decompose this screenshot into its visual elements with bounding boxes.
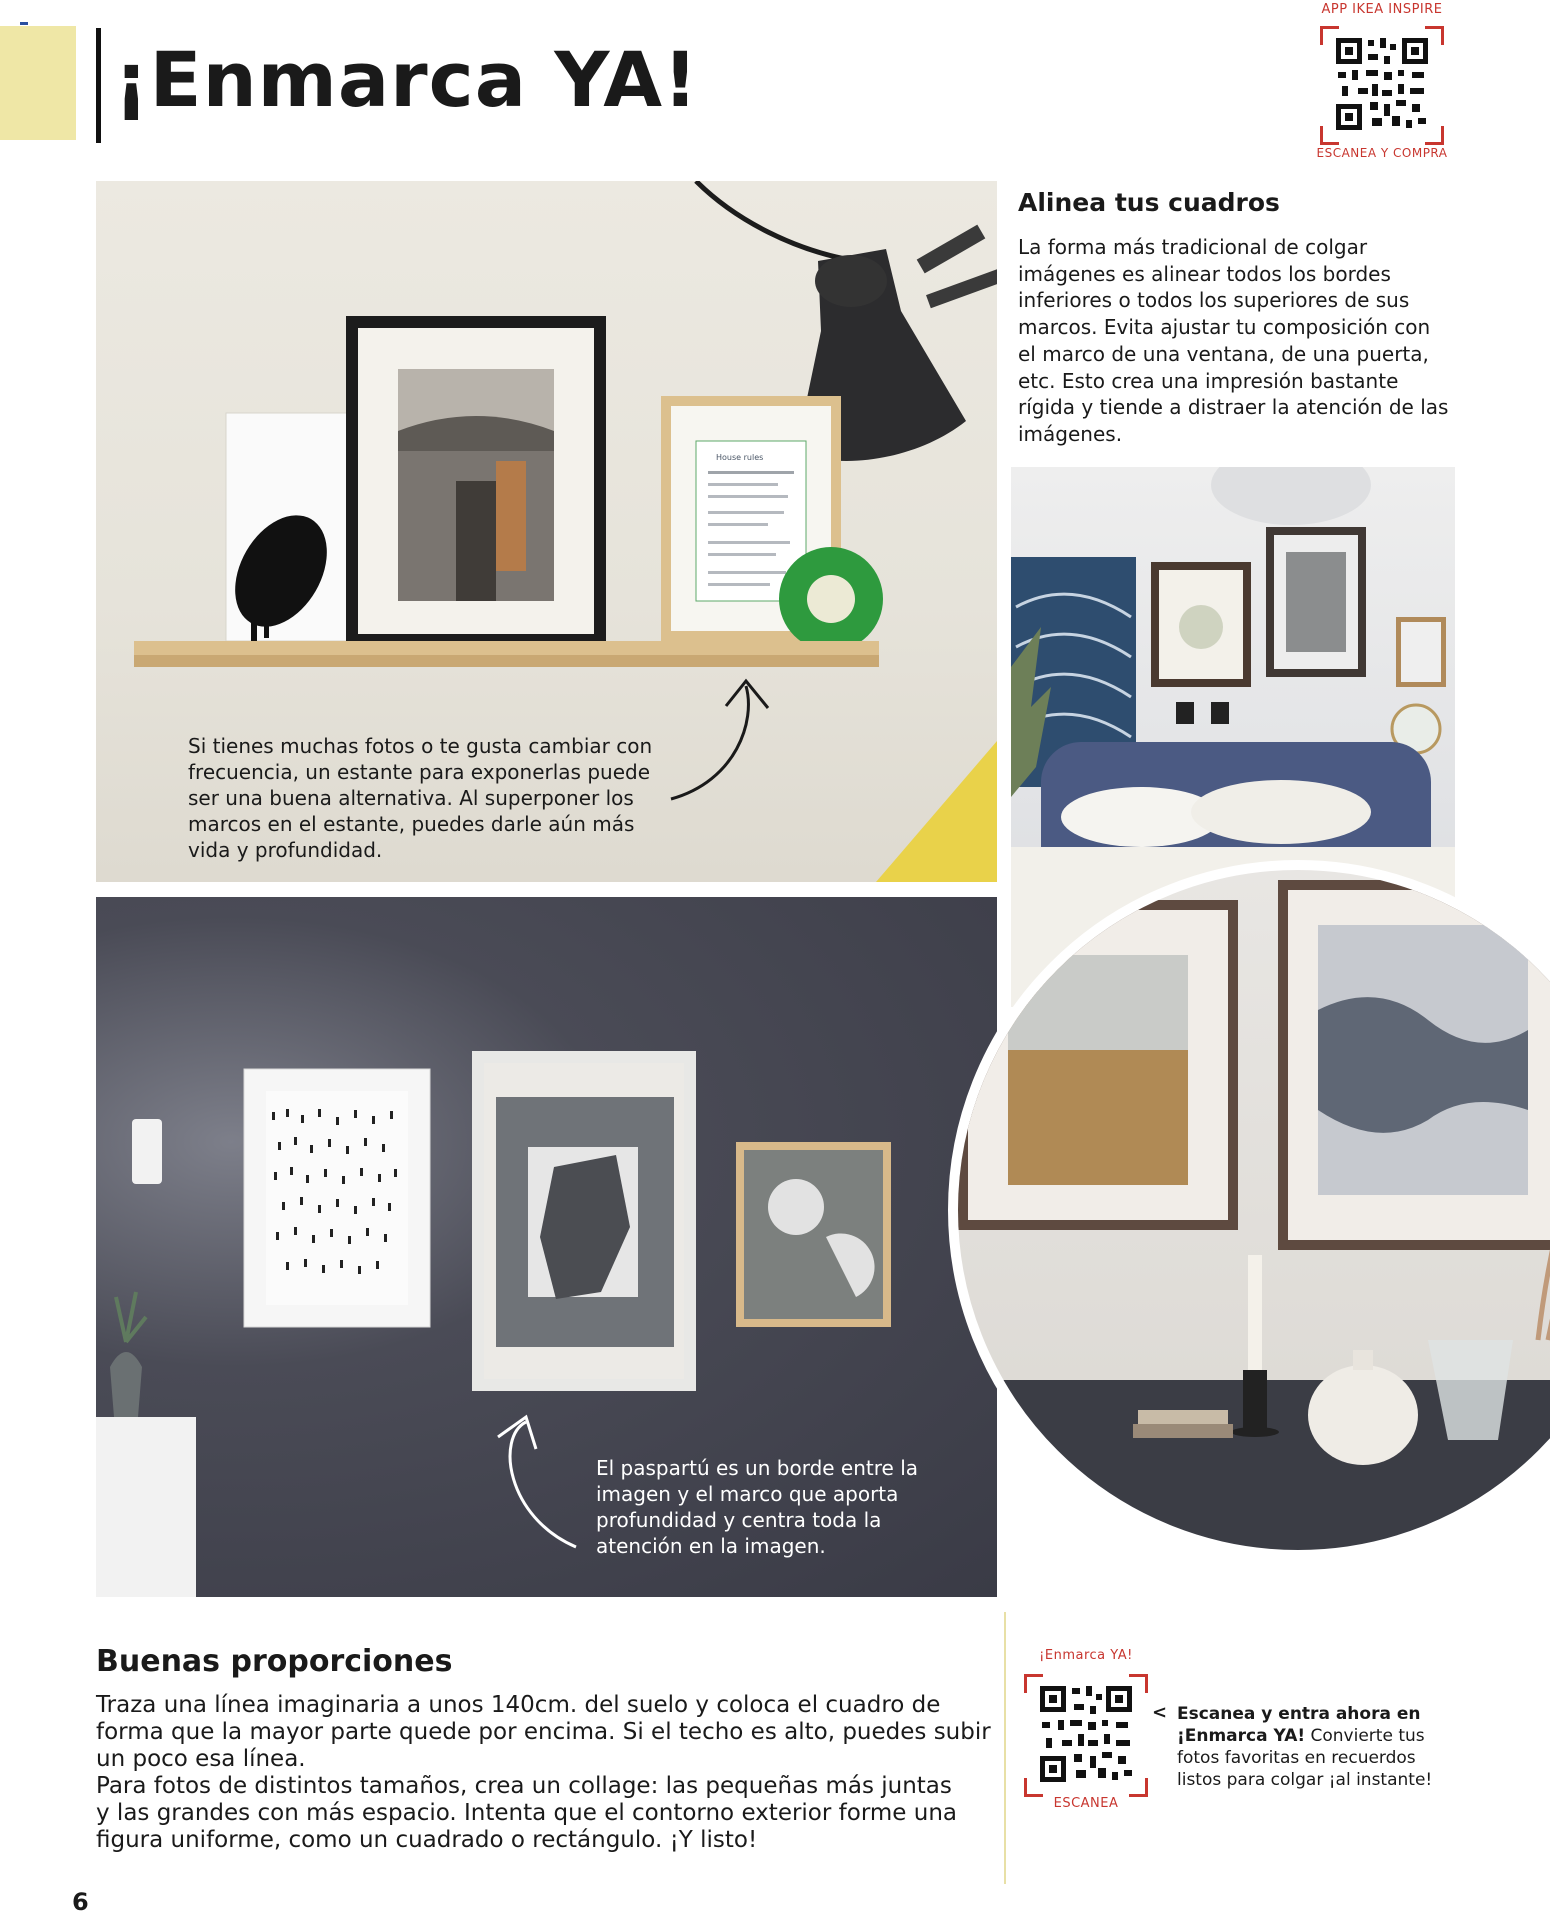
passepartout-caption-line: profundidad y centra toda la: [596, 1508, 882, 1532]
align-line: imágenes.: [1018, 421, 1123, 446]
align-paragraph: [1018, 234, 1448, 448]
tab-marker: [20, 22, 28, 25]
promo-line-4: listos para colgar ¡al instante!: [1177, 1770, 1433, 1790]
align-heading: Alinea tus cuadros: [1018, 188, 1280, 217]
align-line: rígida y tiende a distraer la atención de las: [1018, 395, 1449, 420]
qr-code-image: [1332, 34, 1432, 134]
align-line: el marco de una ventana, de una puerta,: [1018, 341, 1429, 366]
qr-code-enmarca-ya[interactable]: [1020, 1644, 1152, 1814]
passepartout-caption-line: El paspartú es un borde entre la: [596, 1456, 919, 1480]
page-number: 6: [72, 1888, 89, 1916]
qr-bottom-top-label: ¡Enmarca YA!: [1039, 1648, 1133, 1663]
page-title: ¡Enmarca YA!: [114, 35, 699, 124]
shelf-caption-line: Si tienes muchas fotos o te gusta cambiar con: [188, 734, 653, 758]
column-divider: [1004, 1612, 1006, 1884]
proportions-line: figura uniforme, como un cuadrado o rectángulo. ¡Y listo!: [96, 1827, 758, 1853]
align-line: etc. Esto crea una impresión bastante: [1018, 368, 1399, 393]
promo-brand: ¡Enmarca YA!: [1177, 1726, 1306, 1746]
shelf-caption-line: marcos en el estante, puedes darle aún más: [188, 812, 635, 836]
section-tab: [0, 26, 76, 140]
promo-line-3: fotos favoritas en recuerdos: [1177, 1748, 1416, 1768]
shelf-caption-line: vida y profundidad.: [188, 838, 383, 862]
promo-arrow-icon: <: [1152, 1702, 1168, 1723]
promo-line-1: Escanea y entra ahora en: [1177, 1704, 1421, 1724]
align-line: marcos. Evita ajustar tu composición con: [1018, 315, 1431, 340]
proportions-heading: Buenas proporciones: [96, 1644, 453, 1679]
promo-line-2: [1177, 1725, 1432, 1747]
proportions-line: Traza una línea imaginaria a unos 140cm. del suelo y coloca el cuadro de: [96, 1692, 941, 1718]
proportions-paragraph: [96, 1692, 991, 1854]
proportions-line: Para fotos de distintos tamaños, crea un collage: las pequeñas más juntas: [96, 1773, 952, 1799]
qr-top-label: APP IKEA INSPIRE: [1321, 2, 1443, 17]
align-line: inferiores o todos los superiores de sus: [1018, 288, 1410, 313]
title-rule: [96, 28, 101, 143]
passepartout-caption-line: imagen y el marco que aporta: [596, 1482, 899, 1506]
passepartout-caption-line: atención en la imagen.: [596, 1534, 826, 1558]
proportions-line: forma que la mayor parte quede por encima. Si el techo es alto, puedes subir: [96, 1719, 991, 1745]
qr-bottom-label: ESCANEA Y COMPRA: [1316, 146, 1448, 160]
qr-bottom-label: ESCANEA: [1053, 1796, 1119, 1811]
passepartout-photo: [96, 897, 997, 1597]
align-line: La forma más tradicional de colgar: [1018, 235, 1368, 259]
promo-text: [1177, 1703, 1432, 1791]
shelf-note-title: House rules: [716, 453, 764, 462]
shelf-caption-line: frecuencia, un estante para exponerlas puede: [188, 760, 650, 784]
shelf-caption-line: ser una buena alternativa. Al superponer los: [188, 786, 634, 810]
align-line: imágenes es alinear todos los bordes: [1018, 261, 1391, 286]
qr-code-image: [1036, 1682, 1136, 1786]
shelf-photo: [96, 181, 997, 882]
passepartout-caption: [596, 1455, 918, 1559]
proportions-line: y las grandes con más espacio. Intenta que el contorno exterior forme una: [96, 1800, 957, 1826]
proportions-line: un poco esa línea.: [96, 1746, 306, 1772]
qr-code-app-inspire[interactable]: [1312, 0, 1452, 166]
promo-line-2-rest: Convierte tus: [1305, 1726, 1425, 1746]
circle-closeup-photo: [948, 860, 1550, 1560]
shelf-caption: [188, 733, 652, 863]
